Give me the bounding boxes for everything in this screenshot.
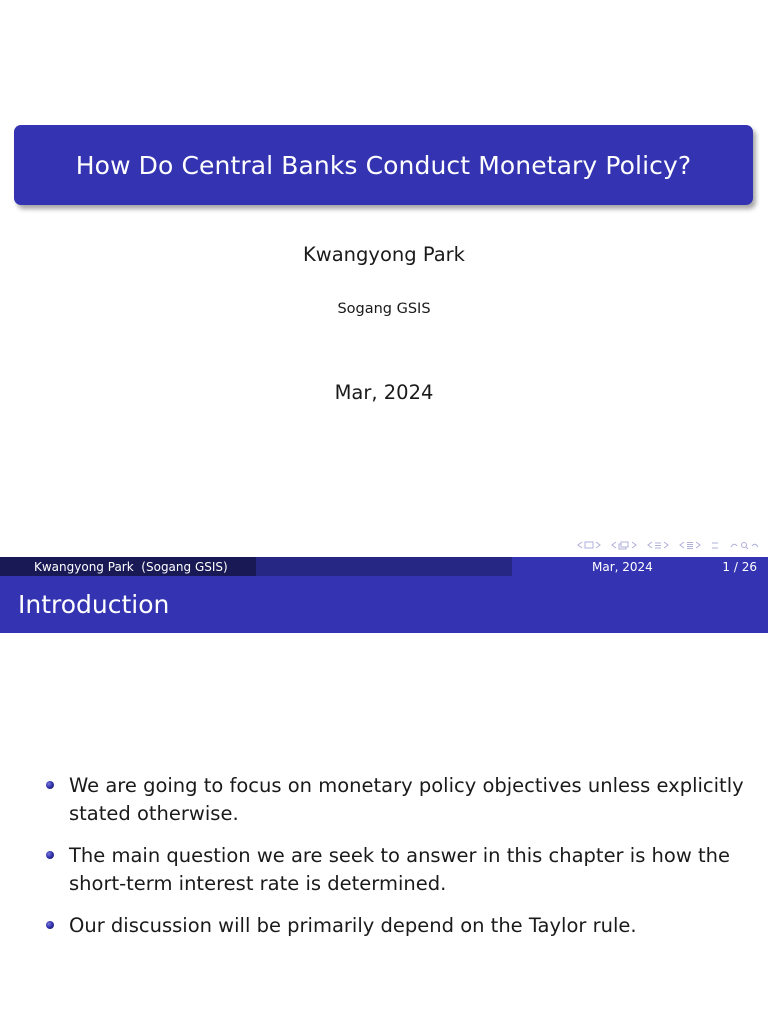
arrow-right-icon[interactable]: [695, 541, 701, 549]
align-icon[interactable]: [711, 541, 719, 550]
frame-icon[interactable]: [618, 541, 630, 550]
bullet-text: Our discussion will be primarily depend on the Taylor rule.: [69, 914, 637, 937]
bullet-icon: [46, 781, 54, 789]
institute-name: Sogang GSIS: [337, 301, 431, 317]
undo-icon[interactable]: [729, 541, 739, 550]
arrow-right-icon[interactable]: [595, 541, 601, 549]
frame-title: Introduction: [18, 590, 170, 619]
footer-middle: [256, 557, 512, 576]
list-item: [44, 772, 744, 828]
arrow-left-icon[interactable]: [679, 541, 685, 549]
arrow-left-icon[interactable]: [647, 541, 653, 549]
navigation-bar: [577, 538, 760, 552]
section-icon[interactable]: [654, 541, 662, 550]
arrow-right-icon[interactable]: [663, 541, 669, 549]
bullet-icon: [46, 851, 54, 859]
footer-date: Mar, 2024: [592, 559, 653, 574]
list-item: [44, 912, 744, 940]
bullet-text: The main question we are seek to answer in this chapter is how the short-term interest rate is determined.: [69, 844, 730, 895]
arrow-right-icon[interactable]: [631, 541, 637, 549]
frame-header: [0, 576, 768, 633]
subsection-icon[interactable]: [686, 541, 694, 550]
arrow-left-icon[interactable]: [611, 541, 617, 549]
footer-right: [512, 557, 768, 576]
list-item: [44, 842, 744, 898]
presentation-date: Mar, 2024: [334, 381, 434, 404]
author-name: Kwangyong Park: [303, 243, 465, 266]
footer-author-institute: Kwangyong Park (Sogang GSIS): [0, 557, 256, 576]
slide-footer: [0, 557, 768, 576]
search-icon[interactable]: [740, 541, 749, 550]
undo-icon[interactable]: [750, 541, 760, 550]
presentation-title: How Do Central Banks Conduct Monetary Policy?: [75, 150, 692, 180]
bullet-text: We are going to focus on monetary policy objectives unless explicitly stated otherwise.: [69, 774, 744, 825]
title-box: [14, 125, 753, 205]
slide-icon[interactable]: [584, 541, 594, 549]
introduction-slide: [0, 576, 768, 1024]
bullet-icon: [46, 921, 54, 929]
arrow-left-icon[interactable]: [577, 541, 583, 549]
footer-page-number: 1 / 26: [722, 559, 757, 574]
bullet-list: [44, 772, 744, 954]
